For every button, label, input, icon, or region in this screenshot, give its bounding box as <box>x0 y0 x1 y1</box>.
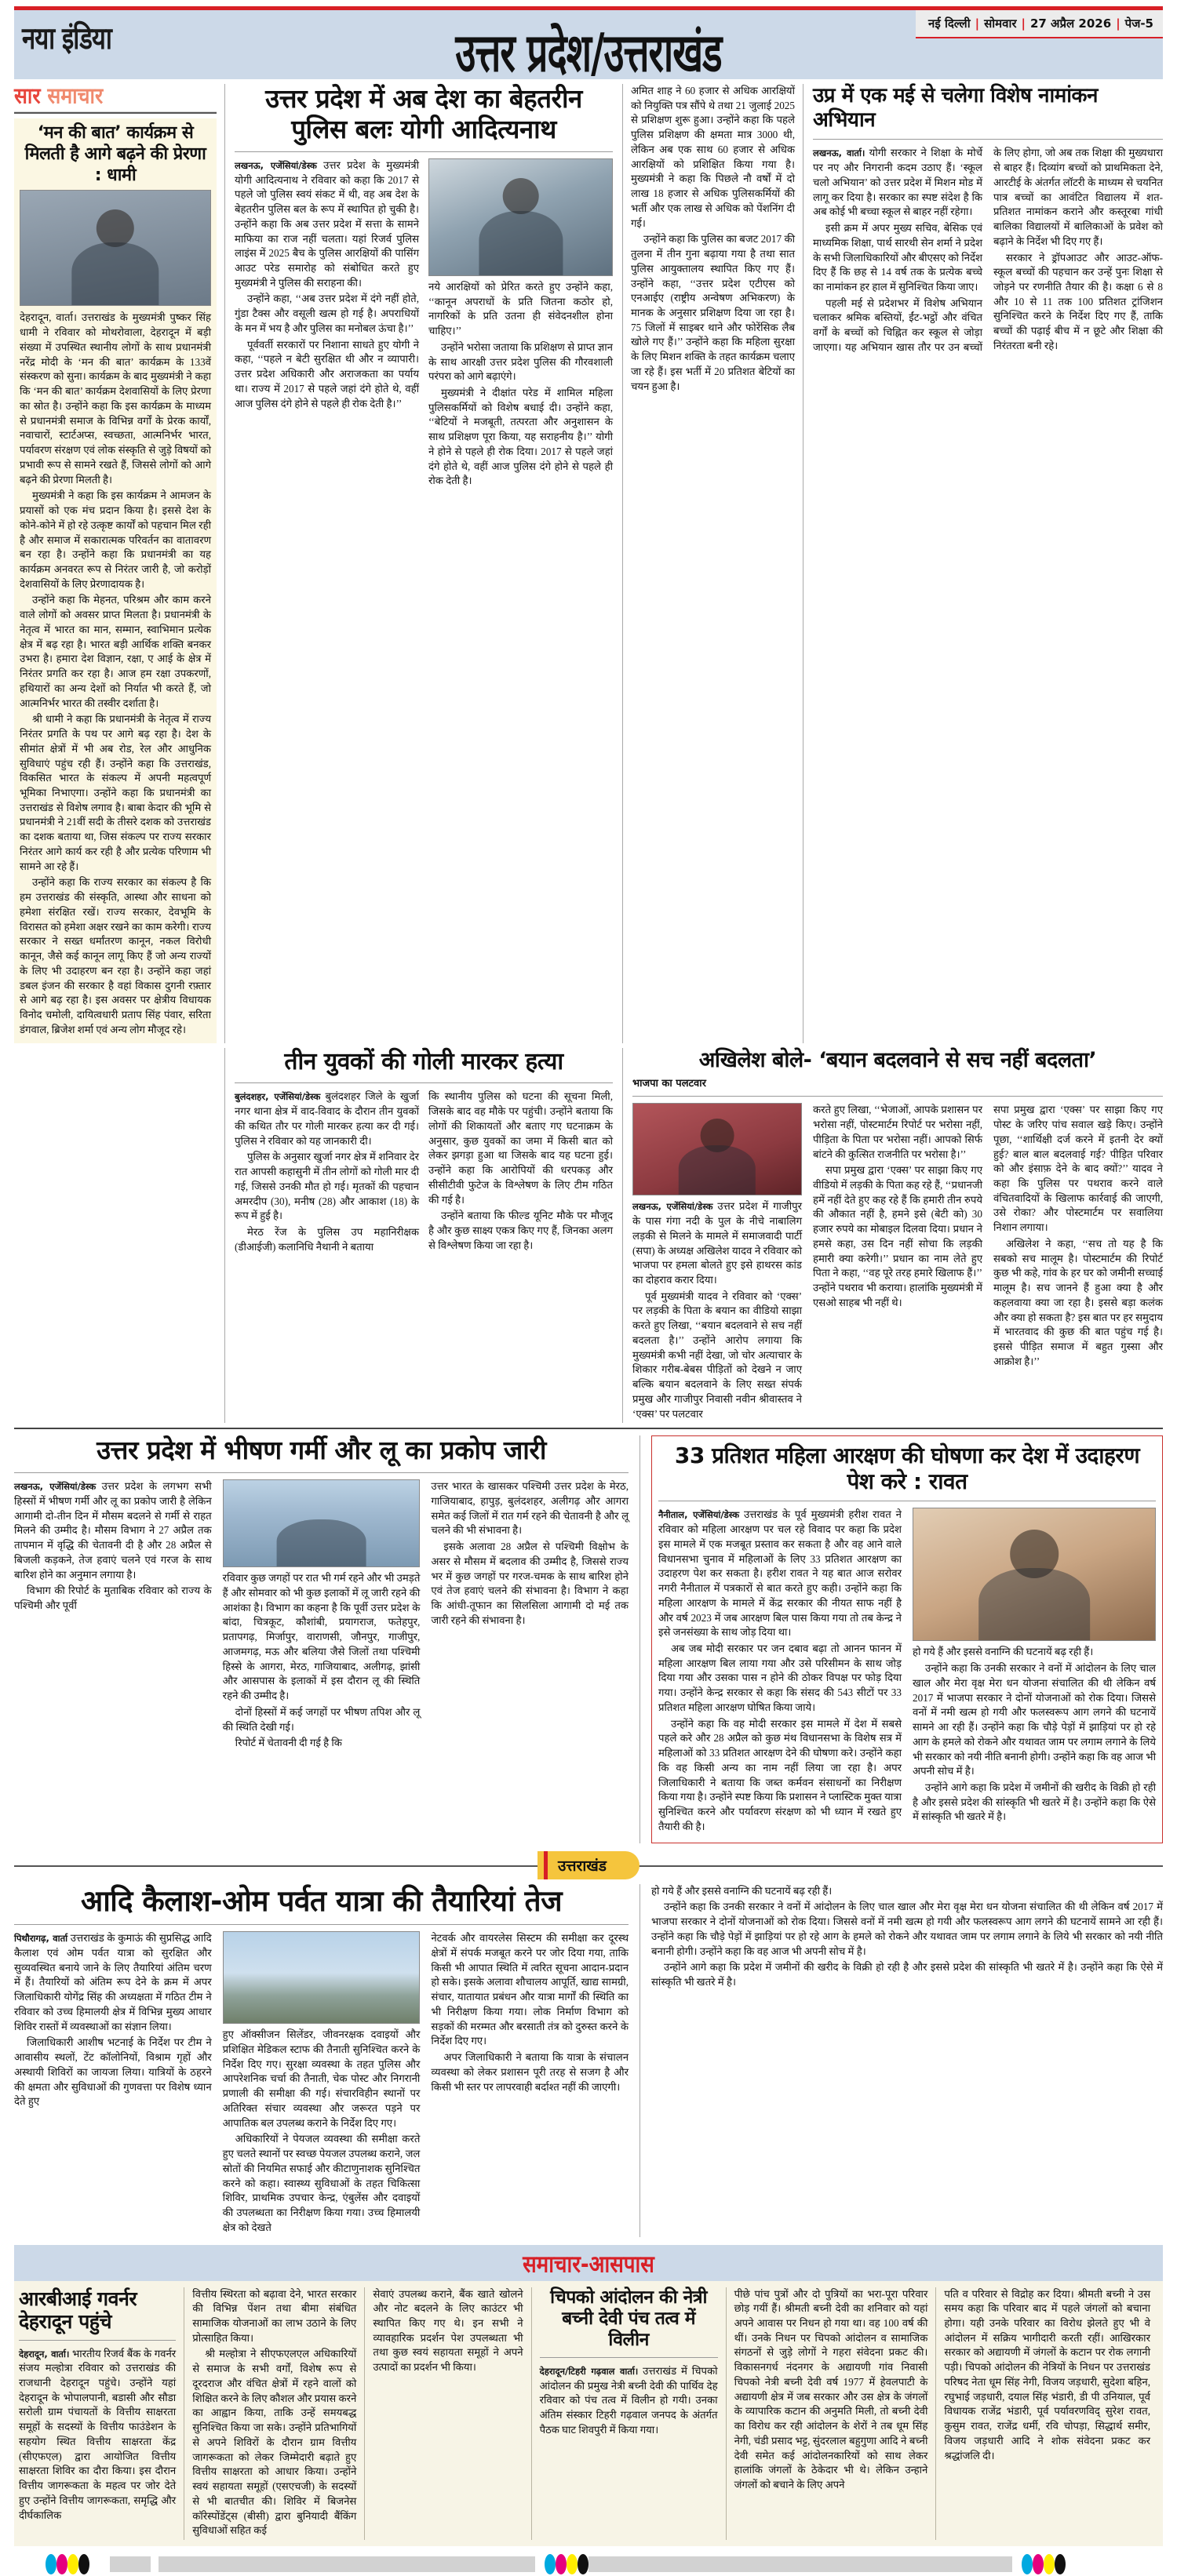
adi-photo-om-parvat <box>223 1931 421 2024</box>
adi-right-spill <box>640 1884 1163 2237</box>
adi-para: उन्होंने आगे कहा कि प्रदेश में जमीनों की खरीद के विक्री हो रही है और इससे प्रदेश की सांस्कृति भी खतरे में है। उन्होंने कहा कि ऐसे में सांस्कृति भी खतरे में है। <box>651 1961 1163 1988</box>
adi-para: उत्तराखंड के कुमाऊं की सुप्रसिद्ध आदि कैलाश एवं ओम पर्वत यात्रा को सुरक्षित और सुव्यवस्थित बनाये जाने के लिए तैयारियां अंतिम चरण में हैं। तैयारियों को अंतिम रूप देने के क्रम में अपर जिलाधिकारी योगेंद्र सिंह की अध्यक्षता में गठित टीम ने रविवार को उच्च हिमालयी क्षेत्र में विभिन्न मुख्य आधार शिविर रास्तों में व्यवस्थाओं का संज्ञान लिया। <box>14 1932 212 2032</box>
adi-left <box>14 1884 640 2237</box>
akhilesh-para: सपा प्रमुख द्वारा ‘एक्स’ पर साझा किए गए वीडियो में लड़की के पिता कह रहे हैं, ‘‘प्रधानजी हमें नहीं देते हुए कह रहे हैं कि हमारी तीन रुपये की औकात नहीं है, हमने इसे (बेटी को) 30 हजार रुपये का मोबाइल दिलवा दिया। प्रधान ने हमसे कहा, उस दिन नहीं सोचा कि लड़की हमारी क्या करेगी।’’ प्रधान का नाम लेते हुए पिता ने कहा, ‘‘वह पूरे तरह हमारे खिलाफ हैं।’’ उन्होंने पथराव भी कराया। हालांकि मुख्यमंत्री में एसओ साहब भी नहीं थे। <box>813 1164 982 1308</box>
heat-rawat-band <box>14 1435 1163 1843</box>
sidebar-heading-part-1: सार <box>14 82 41 109</box>
cmyk-registration-bar <box>14 2552 1163 2576</box>
adi-para: हो गये हैं और इससे वनाग्नि की घटनायें बढ़ रही हैं। <box>651 1884 833 1897</box>
heat-dateline: लखनऊ, एजेंसियां/डेस्क <box>14 1481 97 1493</box>
right-top-story <box>803 84 1163 1043</box>
rawat-para: हो गये हैं और इससे वनाग्नि की घटनायें बढ़ रही हैं। <box>913 1646 1094 1658</box>
sidebar-heading <box>14 80 217 114</box>
adi-para: जिलाधिकारी आशीष भटनाई के निर्देश पर टीम ने आवासीय स्थलों, टेंट कॉलोनियों, विश्राम गृहों और अस्थायी शिविरों का जायजा लिया। यात्रियों के ठहरने की क्षमता और सुविधाओं की गुणवत्ता पर विशेष ध्यान देते हुए <box>14 2036 212 2108</box>
cyan-dot-icon <box>46 2554 56 2574</box>
akhilesh-para: सपा प्रमुख द्वारा ‘एक्स’ पर साझा किए गए पोस्ट के जरिए पांच सवाल खड़े किए। उन्होंने पूछा, ‘‘शार्थिक्षी दर्ज करने में इतनी देर क्यों हुई? बाल बाल बदलवाई गई? पीड़ित परिवार को और इंसाफ़ देने के बाद क्यों?’’ यादव ने कहा कि पुलिस पर पथराव करने वाले वंचितवादियों के खिलाफ कार्रवाई की जाएगी, उसे रोका? और पोस्टमार्टम पर सवालिया निशान लगाया। <box>993 1104 1163 1234</box>
crime-para: बुलंदशहर जिले के खुर्जा नगर थाना क्षेत्र में वाद-विवाद के दौरान तीन युवकों की कथित तौर पर गोली मारकर हत्या कर दी गई। पुलिस ने रविवार को यह जानकारी दी। <box>235 1090 419 1147</box>
yellow-dot-icon <box>1044 2554 1055 2574</box>
black-dot-icon <box>78 2554 89 2574</box>
crime-headline: तीन युवकों की गोली मारकर हत्या <box>284 1048 563 1076</box>
lead-para: उन्होंने कहा कि पुलिस का बजट 2017 की तुलना में तीन गुना बढ़ाया गया है तथा सात पुलिस आयुक्तालय स्थापित किए गए हैं। उन्होंने कहा, ‘‘उत्तर प्रदेश एटीएस को एनआईए (राष्ट्रीय अन्वेषण अभिकरण) के मानक के अनुसार प्रशिक्षण दिया जा रहा है। 75 जिलों में साइबर थाने और फोरेंसिक लैब खोले गए हैं।’’ उन्होंने कहा कि महिला सुरक्षा के लिए मिशन शक्ति के तहत कार्यक्रम चलाए जा रहे हैं। इस भर्ती में 20 प्रतिशत बेटियों का चयन हुआ है। <box>631 233 795 392</box>
sidebar-para: उन्होंने कहा कि मेहनत, परिश्रम और काम करने वाले लोगों को अवसर प्राप्त मिलता है। प्रधानमंत्री के नेतृत्व में भारत का मान, सम्मान, स्वाभिमान प्रत्येक क्षेत्र में बढ़ रहा है। भारत बड़ी आर्थिक शक्ति बनकर उभरा है। हमारा देश विज्ञान, रक्षा, ए आई के क्षेत्र में निरंतर प्रगति कर रहा है। आज हम रक्षा उपकरणों, हथियारों का अन्य देशों को निर्यात भी करते हैं, जो आत्मनिर्भर भारत की तस्वीर दर्शाता है। <box>20 594 211 709</box>
lead-dateline: लखनऊ, एजेंसियां/डेस्क <box>235 159 317 171</box>
crime-para: पुलिस के अनुसार खुर्जा नगर क्षेत्र में शनिवार देर रात आपसी कहासुनी में तीन लोगों को गोली मार दी गई, जिससे उनकी मौत हो गई। मृतकों की पहचान अमरदीप (30), मनीष (28) और आकाश (18) के रूप में हुई है। <box>235 1151 419 1222</box>
lead-para: उत्तर प्रदेश के मुख्यमंत्री योगी आदित्यनाथ ने रविवार को कहा कि 2017 से पहले जो पुलिस स्वयं संकट में थी, वह अब देश के बेहतरीन पुलिस बल के रूप में स्थापित हो चुकी है। उन्होंने कहा कि अब उत्तर प्रदेश में सत्ता के सामने माफिया का राज नहीं चलता। यहां रिजर्व पुलिस लाइंस में 2025 बैच के पुलिस आरक्षियों की पासिंग आउट परेड समारोह को संबोधित करते हुए मुख्यमंत्री ने पुलिस की सराहना की। <box>235 158 420 289</box>
publication-logo: नया इंडिया <box>22 20 111 56</box>
akhilesh-photo <box>632 1103 802 1195</box>
sidebar-para: श्री धामी ने कहा कि प्रधानमंत्री के नेतृत्व में राज्य निरंतर प्रगति के पथ पर आगे बढ़ रहा है। देश के सीमांत क्षेत्रों में भी अब रोड, रेल और आधुनिक सुविधाएं पहुंच रही हैं। उन्होंने कहा कि उत्तराखंड, विकसित भारत के संकल्प में अपनी महत्वपूर्ण भूमिका निभाएगा। उन्होंने कहा कि प्रधानमंत्री का उत्तराखंड से विशेष लगाव है। बाबा केदार की भूमि से प्रधानमंत्री ने 21वीं सदी के तीसरे दशक को उत्तराखंड का दशक बताया था, जिस संकल्प पर राज्य सरकार निरंतर आगे कार्य कर रही है और प्रत्येक परिणाम भी सामने आ रहे हैं। <box>20 713 211 872</box>
rbi-headline: आरबीआई गवर्नर देहरादून पहुंचे <box>19 2287 137 2333</box>
uttarakhand-section-band <box>14 1851 1163 1879</box>
rawat-para: उन्होंने कहा कि वह मोदी सरकार इस मामले में देश में सबसे पहले करे और 28 अप्रैल को कुछ मंथ विधानसभा के विशेष सत्र में महिलाओं को 33 प्रतिशत आरक्षण देने की घोषणा करे। उन्होंने कहा कि वह किसी अन्य का नाम नहीं लिया जा रहा है। अपर जिलाधिकारी ने बताया कि जब्त कर्मवन संसाधनों का निरीक्षण किया गया है। उन्होंने स्पष्ट किया कि प्रशासन ने प्लास्टिक मुक्त यात्रा सुनिश्चित करने और पर्यावरण संरक्षण को भी ध्यान में रखते हुए तैयारी की है। <box>658 1717 902 1832</box>
uttarakhand-pill: उत्तराखंड <box>537 1851 640 1879</box>
magenta-dot-icon <box>556 2554 567 2574</box>
chipko-headline-col <box>531 2287 726 2540</box>
akhilesh-story <box>623 1048 1163 1423</box>
magenta-dot-icon <box>56 2554 67 2574</box>
sidebar-para: मुख्यमंत्री ने कहा कि इस कार्यक्रम ने आमजन के प्रयासों को एक मंच प्रदान किया है। इससे देश के कोने-कोने में हो रहे उत्कृष्ट कार्यों को पहचान मिल रही है और समाज में सकारात्मक परिवर्तन का वातावरण बन रहा है। उन्होंने कहा कि प्रधानमंत्री का यह कार्यक्रम अनवरत रूप से निरंतर जारी है, जो करोड़ों देशवासियों के लिए प्रेरणादायक है। <box>20 489 211 590</box>
akhilesh-kicker: भाजपा का पलटवार <box>632 1078 706 1090</box>
rawat-photo <box>913 1508 1156 1641</box>
lead-para: पूर्ववर्ती सरकारों पर निशाना साधते हुए योगी ने कहा, ‘‘पहले न बेटी सुरक्षित थी और न व्यापारी। उत्तर प्रदेश अधिकारी और अराजकता का पर्याय था। राज्य में 2017 से पहले जहां दंगे होते थे, वहीं आज पुलिस दंगे होने से पहले ही रोक देती है।’’ <box>235 338 419 409</box>
heat-para: रविवार कुछ जगहों पर रात भी गर्म रहने और भी उमड़ते हैं और सोमवार को भी कुछ इलाकों में लू जारी रहने की आशंका है। विभाग का कहना है कि पूर्वी उत्तर प्रदेश के बांदा, चित्रकूट, कौशांबी, प्रयागराज, फतेहपुर, प्रतापगढ़, मिर्जापुर, वाराणसी, जौनपुर, गाजीपुर, आजमगढ़, मऊ और बलिया जैसे जिलों तथा पश्चिमी हिस्से के आगरा, मेरठ, गाजियाबाद, अलीगढ़, झांसी और आसपास के इलाकों में इस दौरान लू की स्थिति रहने की उम्मीद है। <box>222 1572 421 1702</box>
right-top-headline: उप्र में एक मई से चलेगा विशेष नामांकन अभियान <box>813 84 1098 133</box>
chipko-headline: चिपको आंदोलन की नेत्री बच्नी देवी पंच तत्व में विलीन <box>550 2287 708 2350</box>
right-top-para: सरकार ने ड्रॉपआउट और आउट-ऑफ-स्कूल बच्चों की पहचान कर उन्हें पुनः शिक्षा से जोड़ने पर रणनीति तैयार की है। कक्षा 6 से 8 और 10 से 11 तक 100 प्रतिशत ट्रांजिशन सुनिश्चित करने के निर्देश दिए गए हैं, ताकि बच्चों की पढ़ाई बीच में न छूटे और शिक्षा की निरंतरता बनी रहे। <box>993 251 1163 351</box>
chipko-dateline: देहरादून/टिहरी गढ़वाल वार्ता। <box>539 2365 639 2377</box>
heat-para: उत्तर प्रदेश के लगभग सभी हिस्सों में भीषण गर्मी और लू का प्रकोप जारी है लेकिन आगामी दो-तीन दिन में मौसम बदलने से गर्मी से राहत मिलने की उम्मीद है। मौसम विभाग ने 27 अप्रैल तक तापमान में वृद्धि की चेतावनी दी है और 28 अप्रैल से बिजली कड़कने, तेज हवाएं चलने एवं गरज के साथ बारिश होने का अनुमान लगाया है। <box>14 1480 212 1581</box>
lead-para: नये आरक्षियों को प्रेरित करते हुए उन्होंने कहा, ‘‘कानून अपराधों के प्रति जितना कठोर हो, नागरिकों के प्रति उतना ही संवेदनशील होना चाहिए।’’ <box>428 280 613 337</box>
adi-kailash-story <box>14 1884 1163 2237</box>
newspaper-page <box>0 6 1177 2537</box>
rawat-headline: 33 प्रतिशत महिला आरक्षण की घोषणा कर देश में उदाहरण पेश करे : रावत <box>674 1443 1140 1495</box>
sidebar-sar-samachar <box>14 84 224 1043</box>
akhilesh-headline: अखिलेश बोले- ‘बयान बदलवाने से सच नहीं बदलता’ <box>698 1048 1097 1073</box>
chipko-para: पीछे पांच पुत्रों और दो पुत्रियों का भरा-पूरा परिवार छोड़ गयीं हैं। श्रीमती बच्नी देवी का शनिवार को यहां अपने आवास पर निधन हो गया था। वह 100 वर्ष की थीं। उनके निधन पर चिपको आंदोलन व सामाजिक संगठनों से जुड़े लोगों ने गहरा संवेदना प्रकट की। विकासनगर्ध नंदनगर के अद्यायणी गांव निवासी चिपको नेत्री बच्नी देवी वर्ष 1977 में हेवलपाटी के अद्यायणी क्षेत्र में जब सरकार और उस क्षेत्र के जंगलों के व्यापारिक कटान की अनुमति मिली, तो बच्नी देवी का विरोध कर रही आंदोलन के शेरों ने तब धूम सिंह नेगी, चंडी प्रसाद भट्ट, सुंदरलाल बहुगुणा आदि ने बच्नी देवी समेत कई आंदोलनकारियों को साथ लेकर हालांकि जंगलों के ठेकेदार भी थे। लेकिन उन्हाने जंगलों को बचाने के लिए अपने <box>734 2287 928 2491</box>
lead-para: मुख्यमंत्री ने दीक्षांत परेड में शामिल महिला पुलिसकर्मियों को विशेष बधाई दी। उन्होंने कहा, ‘‘बेटियों ने मजबूती, तत्परता और अनुशासन के साथ प्रशिक्षण पूरा किया, यह सराहनीय है।’’ योगी ने होने से पहले ही रोक दिया। 2017 से पहले जहां दंगे होते थे, वहीं आज पुलिस दंगे होने से पहले ही रोक देती है। <box>428 387 613 487</box>
rbi-para: भारतीय रिजर्व बैंक के गवर्नर संजय मल्होत्रा रविवार को उत्तराखंड की राजधानी देहरादून पहुंचे। उन्होंने यहां देहरादून के भोपालपानी, बडासी और सौडा सरोली ग्राम पंचायतों के वित्तीय साक्षरता समूहों के सदस्यों के वित्तीय फाउंडेशन के सहयोग स्थित वित्तीय साक्षरता केंद्र (सीएफएल) द्वारा आयोजित वित्तीय साक्षरता शिविर का दौरा किया। इस दौरान वित्तीय जागरूकता के महत्व पर जोर देते हुए उन्होंने वित्तीय जागरूकता, समृद्धि और दीर्घकालिक <box>19 2347 177 2521</box>
chipko-para: उत्तराखंड में चिपको आंदोलन की प्रमुख नेत्री बच्नी देवी की पार्थिव देह रविवार को पंच तत्व में विलीन हो गयी। उनका अंतिम संस्कार टिहरी गढ़वाल जनपद के अंतर्गत पैठक घाट शिवपुरी में किया गया। <box>539 2364 718 2436</box>
akhilesh-para: उत्तर प्रदेश में गाजीपुर के पास गंगा नदी के पुल के नीचे नाबालिग लड़की से मिलने के मामले में समाजवादी पार्टी (सपा) के अध्यक्ष अखिलेश यादव ने रविवार को भाजपा पर हमला बोलते हुए इसे हाथरस कांड का दोहराव करार दिया। <box>632 1200 803 1286</box>
heat-para: विभाग की रिपोर्ट के मुताबिक रविवार को राज्य के पश्चिमी और पूर्वी <box>14 1585 212 1612</box>
second-band <box>14 1048 1163 1423</box>
rbi-para: वित्तीय स्थिरता को बढ़ावा देने, भारत सरकार की विभिन्न पेंशन तथा बीमा संबंधित सामाजिक योजनाओं का लाभ उठाने के लिए प्रोत्साहित किया। <box>192 2287 357 2344</box>
sidebar-article <box>14 118 217 1043</box>
edition-city: नई दिल्ली <box>928 16 971 31</box>
black-dot-icon <box>578 2554 588 2574</box>
rawat-story <box>640 1435 1163 1843</box>
heat-para: इसके अलावा 28 अप्रैल से पश्चिमी विक्षोभ के असर से मौसम में बदलाव की उम्मीद है, जिससे राज्य भर में कुछ जगहों पर गरज-चमक के साथ बारिश होने एवं तेज हवाएं चलने की संभावना है। विभाग ने कहा कि आंधी-तूफान का सिलसिला आगामी दो मई तक जारी रहने की संभावना है। <box>431 1541 629 1626</box>
sidebar-para: देहरादून, वार्ता। उत्तराखंड के मुख्यमंत्री पुष्कर सिंह धामी ने रविवार को मोथरोवाला, देहरादून में बड़ी संख्या में उपस्थित स्थानीय लोगों के साथ प्रधानमंत्री नरेंद्र मोदी के ‘मन की बात’ कार्यक्रम के 133वें संस्करण को सुना। कार्यक्रम के बाद मुख्यमंत्री ने कहा कि ‘मन की बात’ कार्यक्रम देशवासियों के लिए प्रेरणा का स्रोत है। उन्होंने कहा कि इस कार्यक्रम के माध्यम से प्रधानमंत्री समाज के विभिन्न वर्गों के प्रेरक कार्यों, नवाचारों, स्टार्टअप्स, स्वच्छता, आत्मनिर्भर भारत, पर्यावरण संरक्षण एवं लोक संस्कृति से जुड़े विषयों को प्रभावी रूप से सामने रखते हैं, जिससे लोगों को आगे बढ़ने की प्रेरणा मिलती है। <box>20 311 211 486</box>
chipko-col3 <box>935 2287 1158 2540</box>
crime-para: कि स्थानीय पुलिस को घटना की सूचना मिली, जिसके बाद वह मौके पर पहुंची। उन्होंने बताया कि लोगों की शिकायतों और बताए गए घटनाक्रम के अनुसार, कुछ युवकों का जमा में किसी बात को लेकर झगड़ा हुआ था जिसके बाद यह घटना हुई। उन्होंने कहा कि आरोपियों की धरपकड़ और सीसीटीवी फुटेज के विश्लेषण के लिए टीम गठित की गई है। <box>428 1090 613 1206</box>
rbi-col3 <box>364 2287 530 2540</box>
heat-story <box>14 1435 640 1843</box>
rawat-para: उन्होंने आगे कहा कि प्रदेश में जमीनों की खरीद के विक्री हो रही है और इससे प्रदेश की सांस्कृति भी खतरे में है। उन्होंने कहा कि ऐसे में सांस्कृति भी खतरे में है। <box>913 1781 1156 1823</box>
yellow-dot-icon <box>67 2554 78 2574</box>
edition-day: सोमवार <box>984 16 1017 31</box>
right-top-para: योगी सरकार ने शिक्षा के मोर्चे पर नए और निगरानी कदम उठाए हैं। ‘स्कूल चलो अभियान’ को उत्तर प्रदेश में मिशन मोड में लागू कर दिया है। सरकार का स्पष्ट संदेश है कि अब कोई भी बच्चा स्कूल से बाहर नहीं रहेगा। <box>813 147 982 218</box>
samachar-aaspaas-label: समाचार-आसपास <box>523 2250 654 2279</box>
rbi-col2 <box>184 2287 364 2540</box>
lead-para: अमित शाह ने 60 हजार से अधिक आरक्षियों को नियुक्ति पत्र सौंपे थे तथा 21 जुलाई 2025 से प्रशिक्षण शुरू हुआ। उन्होंने कहा कि पहले पुलिस प्रशिक्षण की क्षमता मात्र 3000 थी, लेकिन अब एक साथ 60 हजार से अधिक आरक्षियों को प्रशिक्षित किया गया है। मुख्यमंत्री ने कहा कि पिछले नौ वर्षों में दो लाख 18 हजार से अधिक पुलिसकर्मियों की भर्ती और एक लाख से अधिक को पेंशनिंग दी गई। <box>631 85 795 229</box>
adi-dateline: पिथौरागढ़, वार्ता <box>14 1933 68 1945</box>
right-top-dateline: लखनऊ, वार्ता। <box>813 147 865 159</box>
sidebar-headline: ‘मन की बात’ कार्यक्रम से मिलती है आगे बढ़ने की प्रेरणा : धामी <box>24 123 206 185</box>
sidebar-para: उन्होंने कहा कि राज्य सरकार का संकल्प है कि हम उत्तराखंड की संस्कृति, आस्था और साधना को हमेशा संरक्षित रखें। राज्य सरकार, देवभूमि के विरासत को हमेशा अक्षर रखने का काम करेगी। राज्य सरकार ने सख्त धर्मांतरण कानून, नकल विरोधी कानून, जैसे कई कानून लागू किए हैं जो अन्य राज्यों के लिए भी उदाहरण बन रहा है। उन्होंने कहा जहां डबल इंजन की सरकार है वहां विकास दुगनी रफ़्तार से आगे बढ़ रहा है। इस अवसर पर क्षेत्रीय विधायक विनोद चमोली, दायित्वधारी प्रताप सिंह पंवार, सरिता डंगवाल, ब्रिजेश शर्मा एवं अन्य लोग मौजूद रहे। <box>20 876 211 1035</box>
crime-dateline: बुलंदशहर, एजेंसियां/डेस्क <box>235 1091 321 1103</box>
rawat-para: उन्होंने कहा कि उनकी सरकार ने वनों में आंदोलन के लिए चाल खाल और मेरा वृक्ष मेरा धन योजना संचालित की थी लेकिन वर्ष 2017 में भाजपा सरकार ने दोनों योजनाओं को रोक दिया। जिससे वनों में नमी खत्म हो गयी और फलस्वरूप आग लगने की घटनायें सामने आ रही हैं। उन्होंने कहा कि चौड़े पेड़ों में झाड़ियां पर हो रहे आग के हमले को रोकने और यथावत जाम पर लगाम लगाने के लिये भी सरकार को नयी नीति बनानी होगी। उन्होंने कहा कि वह आज भी अपनी सोच में है। <box>913 1662 1156 1777</box>
crime-para: मेरठ रेंज के पुलिस उप महानिरीक्षक (डीआईजी) कलानिधि नैथानी ने बताया <box>235 1226 419 1253</box>
rawat-para: उत्तराखंड के पूर्व मुख्यमंत्री हरीश रावत ने रविवार को महिला आरक्षण पर चल रहे विवाद पर कहा कि प्रदेश इस मामले में एक मजबूत प्रस्ताव कर सकता है और वह आने वाले विधानसभा चुनाव में महिलाओं के लिए 33 प्रतिशत आरक्षण का उदाहरण पेश कर सकता है। हरीश रावत ने यह बात आज सरोवर नगरी नैनीताल में पत्रकारों से बात करते हुए कही। उन्होंने कहा कि महिला आरक्षण के मामले में केंद्र सरकार की नीयत साफ नहीं है और वर्ष 2023 में जब आरक्षण बिल पास किया गया तो तब केन्द्र ने इसे जनसंख्या के साथ जोड़ दिया था। <box>658 1508 902 1639</box>
adi-para: अपर जिलाधिकारी ने बताया कि यात्रा के संचालन व्यवस्था को लेकर प्रशासन पूरी तरह से सजग है और किसी भी स्तर पर लापरवाही बर्दाश्त नहीं की जाएगी। <box>431 2051 629 2093</box>
bottom-band <box>14 2281 1163 2546</box>
separator-icon: | <box>1116 16 1121 31</box>
lead-and-right <box>224 84 1163 1043</box>
separator-icon: | <box>1021 16 1026 31</box>
separator-icon: | <box>975 16 980 31</box>
top-section <box>14 84 1163 1043</box>
adi-headline: आदि कैलाश-ओम पर्वत यात्रा की तैयारियां तेज <box>80 1883 563 1918</box>
chipko-col2 <box>726 2287 936 2540</box>
edition-dateline <box>916 10 1163 38</box>
adi-para: उन्होंने कहा कि उनकी सरकार ने वनों में आंदोलन के लिए चाल खाल और मेरा वृक्ष मेरा धन योजना संचालित की थी लेकिन वर्ष 2017 में भाजपा सरकार ने दोनों योजनाओं को रोक दिया। जिससे वनों में नमी खत्म हो गयी और फलस्वरूप आग लगने की घटनायें सामने आ रही हैं। उन्होंने कहा कि चौड़े पेड़ों में झाड़ियां पर हो रहे आग के हमले को रोकने और यथावत जाम पर लगाम लगाने के लिये भी सरकार को नयी नीति बनानी होगी। उन्होंने कहा कि वह आज भी अपनी सोच में है। <box>651 1901 1163 1957</box>
adi-para: हुए ऑक्सीजन सिलेंडर, जीवनरक्षक दवाइयों और प्रशिक्षित मेडिकल स्टाफ की तैनाती सुनिश्चित करने के निर्देश दिए गए। सुरक्षा व्यवस्था के तहत पुलिस और आपरेशनिक चर्चा की तैनाती, चेक पोस्ट और निगरानी प्रणाली की समीक्षा की गई। संचारविहीन स्थानों पर अतिरिक्त संचार व्यवस्था और जरूरत पड़ने पर आपातिक बल उपलब्ध कराने के निर्देश दिए गए। <box>222 2028 421 2129</box>
samachar-aaspaas-band <box>14 2245 1163 2281</box>
masthead <box>14 10 1163 84</box>
black-dot-icon <box>1055 2554 1066 2574</box>
lead-para: उन्होंने कहा, ‘‘अब उत्तर प्रदेश में दंगे नहीं होते, गुंडा टैक्स और वसूली खत्म हो गई है। अपराधियों के मन में भय है और पुलिस का मनोबल ऊंचा है।’’ <box>235 293 419 334</box>
crime-story <box>224 1048 623 1423</box>
page-title: उत्तर प्रदेश/उत्तराखंड <box>455 22 722 84</box>
rbi-dateline: देहरादून, वार्ता। <box>19 2348 70 2360</box>
rbi-para: सेवाएं उपलब्ध कराने, बैंक खाते खोलने और नोट बदलने के लिए काउंटर भी स्थापित किए गए थे। इन सभी ने व्यावहारिक प्रदर्शन पेश उपलब्धता भी तथा कुछ स्वयं सहायता समूहों ने अपने उत्पादों का प्रदर्शन भी किया। <box>373 2287 523 2374</box>
cyan-dot-icon <box>545 2554 556 2574</box>
rbi-para: श्री मल्होत्रा ने सीएफएलएल अधिकारियों से समाज के सभी वर्गों, विशेष रूप से दूरदराज और वंचित क्षेत्रों में रहने वालों को शिक्षित करने के लिए कौशल और प्रयास करने का आह्वान किया, ताकि उन्हें समयबद्ध सुनिश्चित किया जा सके। उन्होंने प्रतिभागियों से अपने शिविरों के दौरान ग्राम वित्तीय जागरूकता को लेकर जिम्मेदारी बढ़ाते हुए वित्तीय साक्षरता को आधार किया। उन्होंने स्वयं सहायता समूहों (एसएचजी) के सदस्यों से भी बातचीत की। शिविर में बिजनेस कॉरेस्पोंडेंट्स (बीसी) द्वारा बुनियादी बैंकिंग सुविधाओं सहित कई <box>192 2348 357 2537</box>
heat-photo-street <box>223 1479 421 1567</box>
rawat-dateline: नैनीताल, एजेंसियां/डेस्क <box>658 1509 740 1521</box>
rbi-headline-col <box>19 2287 184 2540</box>
lead-photo-yogi <box>428 158 613 276</box>
right-top-para: इसी क्रम में अपर मुख्य सचिव, बेसिक एवं माध्यमिक शिक्षा, पार्थ सारथी सेन शर्मा ने प्रदेश के सभी जिलाधिकारियों और बीएसए को निर्देश दिए हैं कि छह से 14 वर्ष तक के प्रत्येक बच्चे का नामांकन हर हाल में सुनिश्चित किया जाए। <box>813 222 982 293</box>
akhilesh-dateline: लखनऊ, एजेंसियां/डेस्क <box>632 1201 713 1213</box>
lead-story <box>224 84 623 1043</box>
chipko-para: पति व परिवार से विद्रोह कर दिया। श्रीमती बच्नी ने उस समय कहा कि परिवार बाद में पहले जंगलों को बचाना होगा। यही उनके परिवार का विरोध झेलते हुए भी वे आंदोलन में सक्रिय भागीदारी करती रहीं। आखिरकार सरकार को अद्यायणी में जंगलों के कटान पर रोक लगानी पड़ी। चिपको आंदोलन की नेत्रियों के निधन पर उत्तराखंड परिषद नेता धूम सिंह नेगी, विजय जड़धारी, सुदेशा बहिन, रघुभाई जड़धारी, दयाल सिंह भंडारी, डी पी उनियाल, पूर्व विधायक राजेंद्र भंडारी, पूर्व पर्यावरणविद् सुरेश रावत, कुसुम रावत, राजेंद्र धर्मी, रवि चोपड़ा, सिद्धार्थ समीर, विजय जड़धारी आदि ने शोक संवेदना प्रकट कर श्रद्धांजलि दी। <box>944 2287 1150 2461</box>
yellow-dot-icon <box>567 2554 578 2574</box>
sidebar-continuation <box>14 1048 224 1423</box>
heat-headline: उत्तर प्रदेश में भीषण गर्मी और लू का प्रकोप जारी <box>97 1435 546 1466</box>
rawat-box <box>651 1435 1163 1843</box>
page-number: पेज-5 <box>1124 16 1153 31</box>
edition-date: 27 अप्रैल 2026 <box>1029 16 1112 31</box>
adi-para: अधिकारियों ने पेयजल व्यवस्था की समीक्षा करते हुए चलते स्थानों पर स्वच्छ पेयजल उपलब्ध कराने, जल स्रोतों की नियमित सफाई और कीटाणुनाशक सुनिश्चित करने को कहा। स्वास्थ्य सुविधाओं के तहत चिकित्सा शिविर, प्राथमिक उपचार केन्द्र, एंबुलेंस और दवाइयों की उपलब्धता का निरीक्षण किया गया। उच्च हिमालयी क्षेत्र को देखते <box>222 2133 421 2233</box>
rawat-para: अब जब मोदी सरकार पर जन दबाव बढ़ा तो आनन फानन में महिला आरक्षण बिल लाया गया और उसे परिसीमन के साथ जोड़ दिया गया और उसका पास न होने की ठोकर विपक्ष पर फोड़ दिया गया। उन्होंने केन्द्र सरकार से कहा कि संसद की 543 सीटों पर 33 प्रतिशत महिला आरक्षण घोषित किया जाये। <box>658 1643 902 1713</box>
sidebar-photo-dhami <box>20 190 211 306</box>
cyan-dot-icon <box>1022 2554 1033 2574</box>
adi-para: नेटवर्क और वायरलेस सिस्टम की समीक्षा कर दूरस्थ क्षेत्रों में संपर्क मजबूत करने पर जोर दिया गया, ताकि किसी भी आपात स्थिति में त्वरित सूचना आदान-प्रदान हो सके। इसके अलावा शौचालय आपूर्ति, खाद्य सामग्री, संचार, यातायात प्रबंधन और यात्रा मार्गों की स्थिति का भी निरीक्षण किया गया। लोक निर्माण विभाग को सड़कों की मरम्मत और बरसाती तंत्र को दुरुस्त करने के निर्देश दिए गए। <box>431 1932 629 2047</box>
heat-para: उत्तर भारत के खासकर पश्चिमी उत्तर प्रदेश के मेरठ, गाजियाबाद, हापुड़, बुलंदशहर, अलीगढ़ और आगरा समेत कई जिलों में रात गर्म रहने की चेतावनी है और लू चलने की भी संभावना है। <box>431 1480 629 1537</box>
right-top-para: पहली मई से प्रदेशभर में विशेष अभियान चलाकर श्रमिक बस्तियों, ईंट-भट्ठों और वंचित वर्गों के बच्चों को चिह्नित कर स्कूल से जोड़ा जाएगा। यह अभियान खास तौर पर उन बच्चों के लिए होगा, जो अब तक शिक्षा की मुख्यधारा से बाहर हैं। दिव्यांग बच्चों को प्राथमिकता देने, आरटीई के अंतर्गत लॉटरी के माध्यम से चयनित पात्र बच्चों का आवंटित विद्यालय में शत-प्रतिशत नामांकन कराने और कस्तूरबा गांधी बालिका विद्यालयों में बालिकाओं के प्रवेश को बढ़ाने के निर्देश भी दिए गए हैं। <box>813 147 1163 353</box>
akhilesh-para: पूर्व मुख्यमंत्री यादव ने रविवार को ‘एक्स’ पर लड़की के पिता के बयान का वीडियो साझा करते हुए लिखा, ‘‘बयान बदलवाने से सच नहीं बदलता है।’’ उन्होंने आरोप लगाया कि मुख्यमंत्री कभी नहीं देखा, जो चोर अत्याचार के शिकार गरीब-बेबस पीड़ितों को देखने न जाए बल्कि बयान बदलवाने के लिए सख्त संपर्क प्रमुख और गाजीपुर निवासी नवीन श्रीवास्तव ने ‘एक्स’ पर पलटवार <box>632 1290 802 1420</box>
sidebar-heading-part-2: समाचार <box>47 82 104 109</box>
akhilesh-para: अखिलेश ने कहा, ‘‘सच तो यह है कि सबको सच मालूम है। पोस्टमार्टम की रिपोर्ट कुछ भी कहे, गांव के हर घर को जमीनी सच्चाई मालूम है। सच जानने हैं हुआ क्या है और कहलवाया क्या जा रहा है। इससे बड़ा कलंक और क्या हो सकता है? इस बात पर हर समुदाय में भारतवाद की कुछ की बात पहुंच गई है। इससे पीड़ित समाज में बहुत गुस्सा और आक्रोश है।’’ <box>993 1237 1163 1367</box>
heat-para: रिपोर्ट में चेतावनी दी गई है कि <box>235 1737 342 1749</box>
lead-para: उन्होंने भरोसा जताया कि प्रशिक्षण से प्राप्त ज्ञान के साथ आरक्षी उत्तर प्रदेश पुलिस की गौरवशाली परंपरा को आगे बढ़ाएंगे। <box>428 340 613 383</box>
akhilesh-para: करते हुए लिखा, ‘‘भेजाओं, आपके प्रशासन पर भरोसा नहीं, पोस्टमार्टम रिपोर्ट पर भरोसा नहीं, पीड़िता के पिता पर भरोसा नहीं। आपको सिर्फ बांटने की कुत्सित राजनीति पर भरोसा है।’’ <box>813 1104 982 1160</box>
crime-para: उन्होंने बताया कि फील्ड यूनिट मौके पर मौजूद है और कुछ साक्ष्य एकत्र किए गए हैं, जिनका अलग से विश्लेषण किया जा रहा है। <box>428 1210 613 1251</box>
lead-headline: उत्तर प्रदेश में अब देश का बेहतरीन पुलिस बलः योगी आदित्यनाथ <box>265 83 582 144</box>
magenta-dot-icon <box>1033 2554 1044 2574</box>
heat-para: दोनों हिस्सों में कई जगहों पर भीषण तपिश और लू की स्थिति देखी गई। <box>222 1705 421 1733</box>
lead-overflow-column <box>623 84 803 1043</box>
